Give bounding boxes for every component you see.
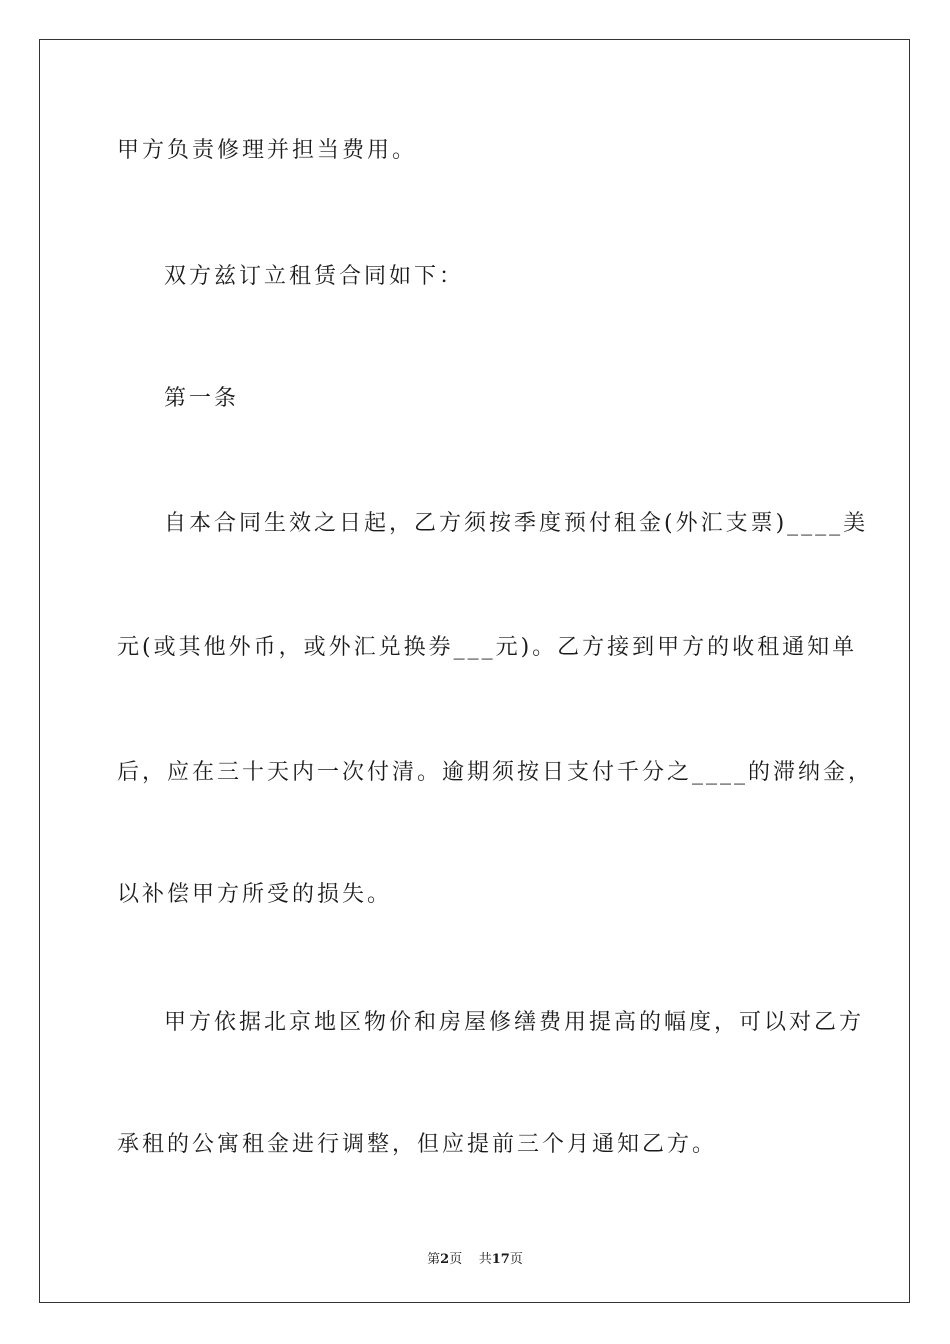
page-border (39, 39, 910, 1303)
paragraph-line-8: 甲方依据北京地区物价和房屋修缮费用提高的幅度，可以对乙方 (164, 1010, 865, 1035)
footer-total-prefix: 共 (478, 1252, 492, 1267)
footer-total-pages: 17 (491, 1252, 510, 1267)
paragraph-line-2: 双方兹订立租赁合同如下： (164, 264, 465, 289)
footer-page-number: 2 (440, 1252, 450, 1267)
footer-total-suffix: 页 (509, 1252, 523, 1267)
paragraph-line-4: 自本合同生效之日起，乙方须按季度预付租金(外汇支票)____美 (164, 511, 869, 536)
paragraph-line-1: 甲方负责修理并担当费用。 (117, 138, 418, 163)
paragraph-line-7: 以补偿甲方所受的损失。 (117, 882, 393, 907)
paragraph-line-9: 承租的公寓租金进行调整，但应提前三个月通知乙方。 (117, 1132, 718, 1157)
page-footer (0, 1248, 950, 1267)
footer-page-suffix: 页 (449, 1252, 463, 1267)
footer-page-prefix: 第 (427, 1252, 441, 1267)
paragraph-line-6: 后，应在三十天内一次付清。逾期须按日支付千分之____的滞纳金， (117, 760, 874, 785)
paragraph-line-5: 元(或其他外币，或外汇兑换券___元)。乙方接到甲方的收租通知单 (117, 635, 858, 660)
section-heading: 第一条 (164, 386, 240, 411)
